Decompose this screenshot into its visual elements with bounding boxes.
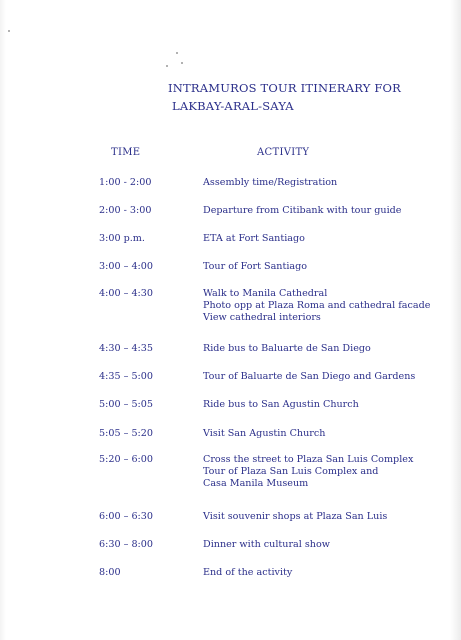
activity-line: Visit souvenir shops at Plaza San Luis [203,511,388,522]
row-activity [203,399,359,411]
activity-line: Casa Manila Museum [203,478,309,489]
row-activity [203,205,401,217]
row-time: 4:00 – 4:30 [99,288,153,299]
row-activity [203,567,292,579]
row-time: 6:00 – 6:30 [99,511,153,522]
activity-column-header: ACTIVITY [257,147,310,158]
row-time: 1:00 - 2:00 [99,177,152,188]
activity-line: Tour of Baluarte de San Diego and Gardens [203,371,416,382]
row-activity [203,233,305,245]
row-time: 3:00 – 4:00 [99,261,153,272]
time-column-header: TIME [111,147,141,158]
activity-line: Departure from Citibank with tour guide [203,205,402,216]
paper-speck [176,52,178,54]
activity-line: Tour of Fort Santiago [203,261,308,272]
row-time: 6:30 – 8:00 [99,539,153,550]
row-activity [203,371,415,383]
row-activity [203,288,430,324]
row-time: 8:00 [99,567,121,578]
activity-line: Photo opp at Plaza Roma and cathedral facade [203,300,431,311]
row-activity [203,428,325,440]
activity-line: Cross the street to Plaza San Luis Complex [203,454,414,465]
row-time: 3:00 p.m. [99,233,145,244]
activity-line: Visit San Agustin Church [203,428,326,439]
activity-line: Tour of Plaza San Luis Complex and [203,466,379,477]
title-line-2: LAKBAY-ARAL-SAYA [172,99,294,113]
activity-line: View cathedral interiors [203,312,321,323]
paper-speck [8,30,10,32]
activity-line: Walk to Manila Cathedral [203,288,328,299]
row-activity [203,177,337,189]
row-activity [203,454,413,490]
row-activity [203,343,371,355]
activity-line: Ride bus to Baluarte de San Diego [203,343,371,354]
row-activity [203,511,387,523]
row-activity [203,261,307,273]
activity-line: ETA at Fort Santiago [203,233,305,244]
title-line-1: INTRAMUROS TOUR ITINERARY FOR [168,81,402,95]
activity-line: End of the activity [203,567,293,578]
paper-speck [166,65,168,67]
row-time: 5:05 – 5:20 [99,428,153,439]
row-activity [203,539,330,551]
activity-line: Assembly time/Registration [203,177,338,188]
row-time: 2:00 - 3:00 [99,205,152,216]
row-time: 4:30 – 4:35 [99,343,153,354]
activity-line: Dinner with cultural show [203,539,330,550]
row-time: 4:35 – 5:00 [99,371,153,382]
row-time: 5:00 – 5:05 [99,399,153,410]
paper-speck [181,62,183,64]
row-time: 5:20 – 6:00 [99,454,153,465]
activity-line: Ride bus to San Agustin Church [203,399,359,410]
